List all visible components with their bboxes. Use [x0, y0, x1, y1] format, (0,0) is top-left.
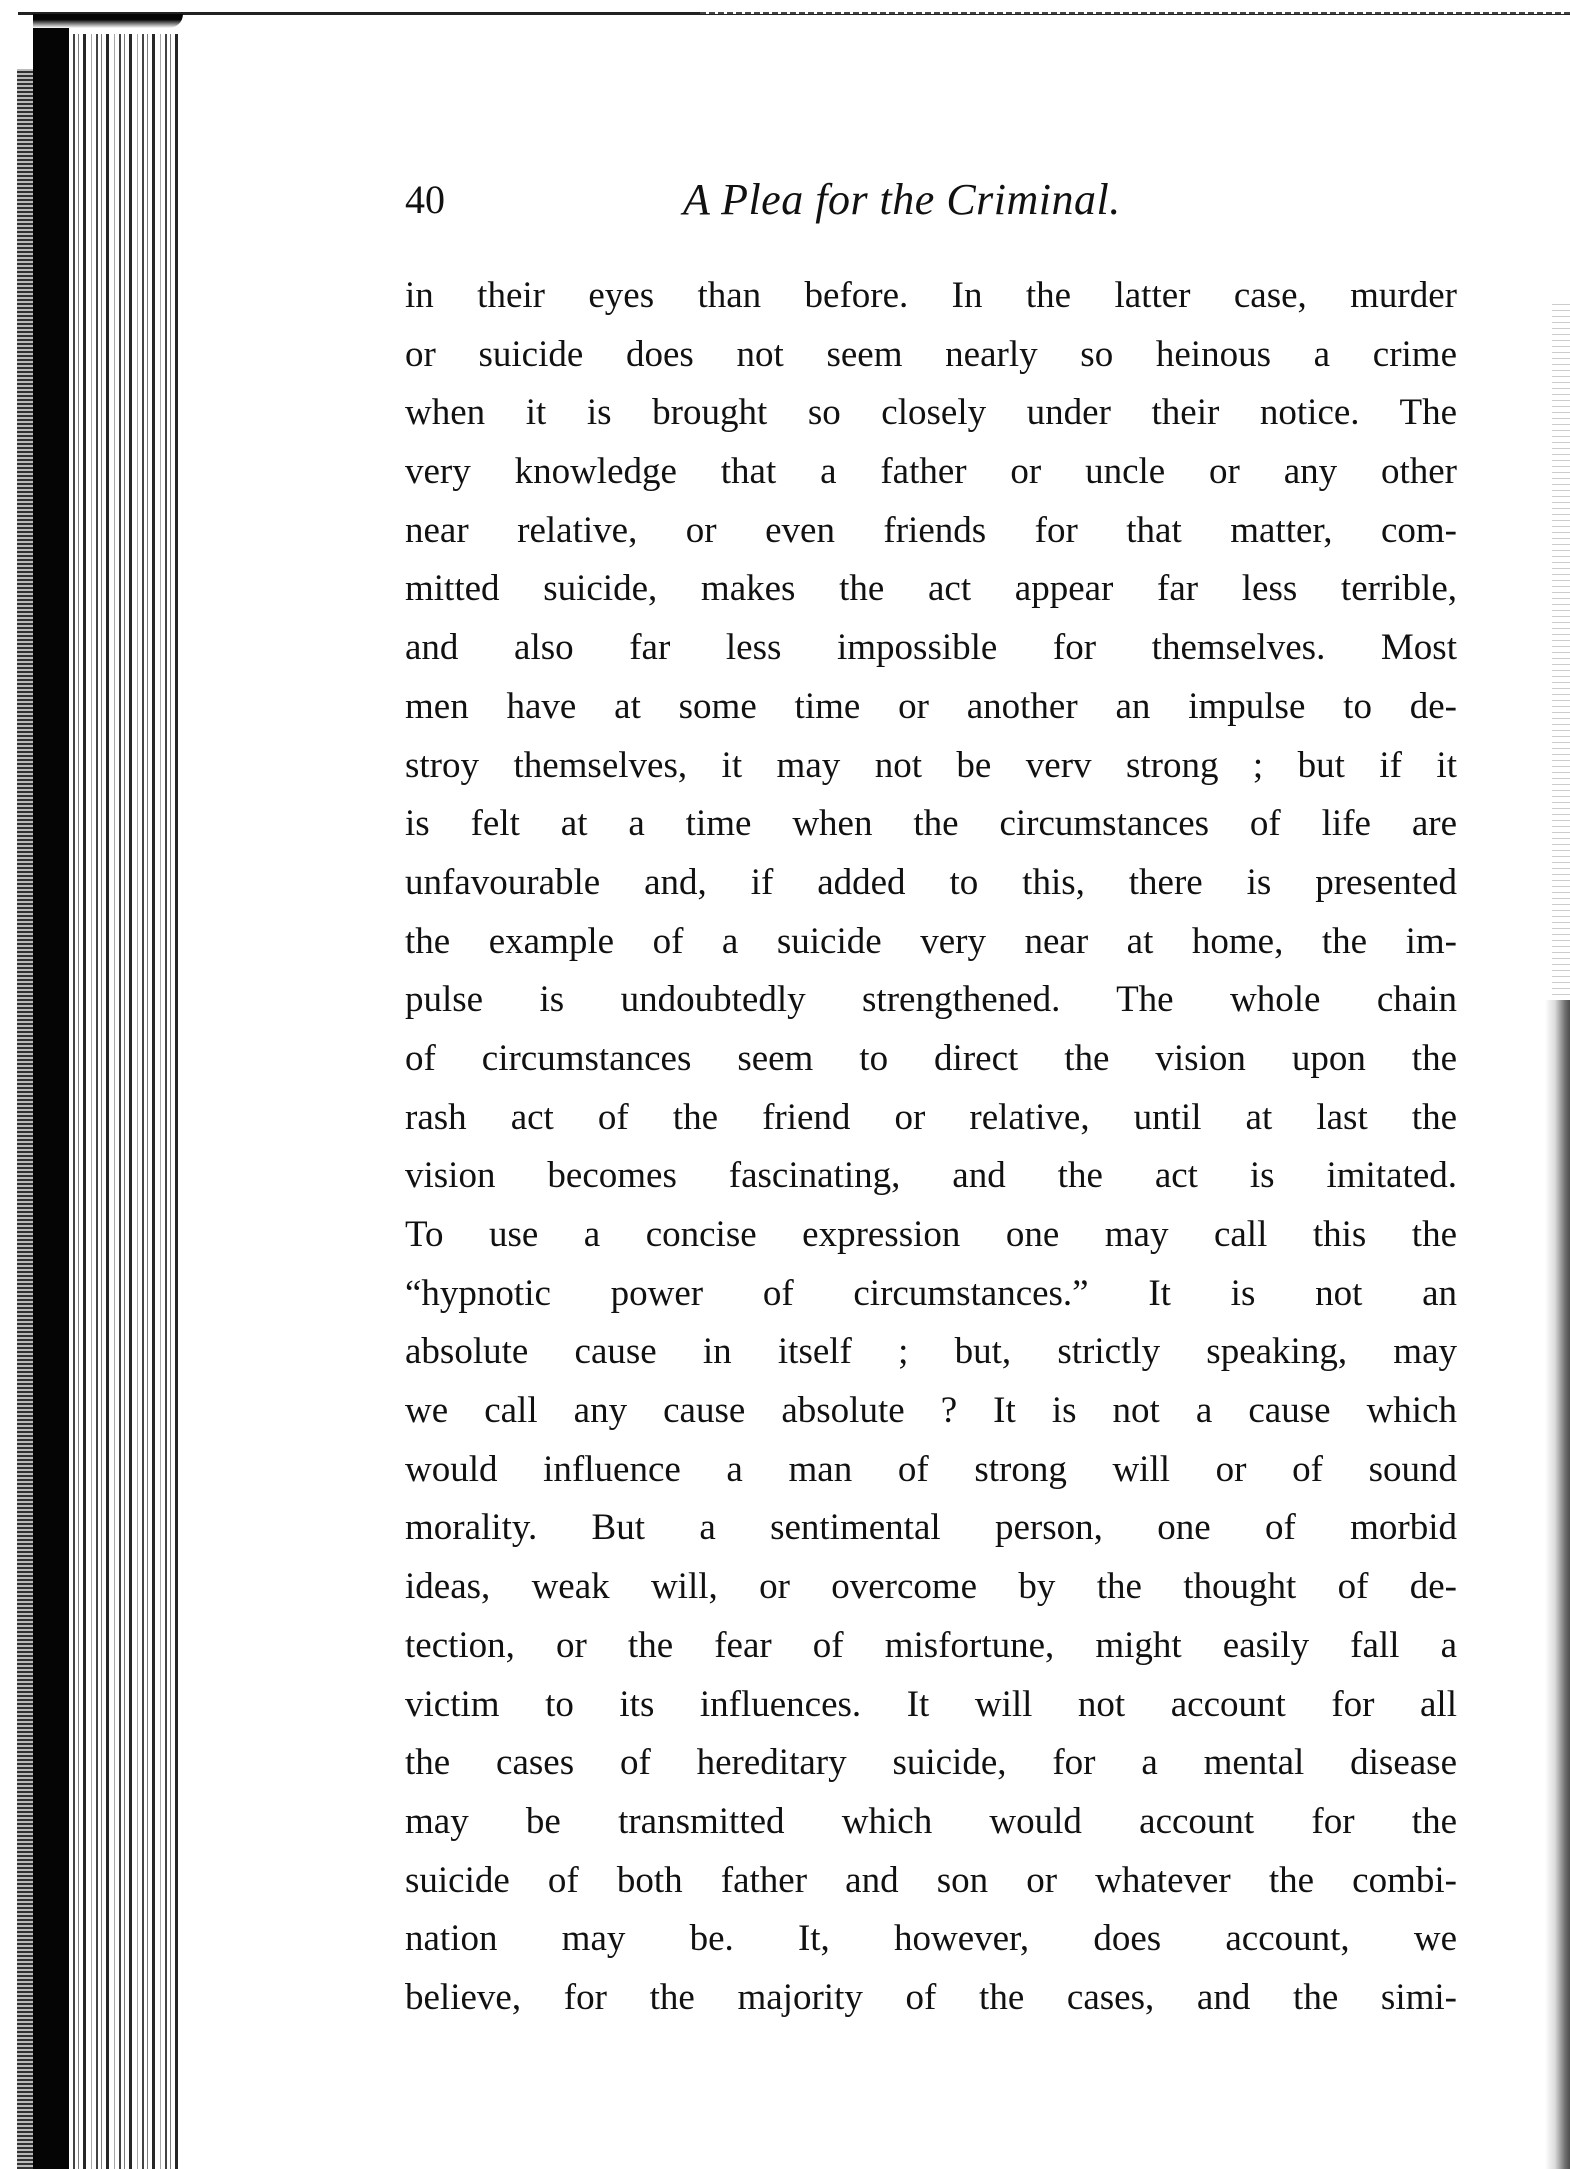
book-spine — [33, 14, 69, 2169]
text-line: of circumstances seem to direct the vision upon the — [405, 1037, 1457, 1079]
right-page-edge-shadow — [1545, 1000, 1570, 2169]
text-line: tection, or the fear of misfortune, might easily fall a — [405, 1624, 1457, 1666]
text-line: or suicide does not seem nearly so heinous a crime — [405, 333, 1457, 375]
page-number: 40 — [405, 177, 445, 222]
text-line: in their eyes than before. In the latter case, murder — [405, 275, 1457, 316]
text-line: is felt at a time when the circumstances of life are — [405, 803, 1457, 845]
text-line: men have at some time or another an impulse to de- — [405, 685, 1457, 727]
text-line: very knowledge that a father or uncle or any other — [405, 451, 1457, 493]
text-line: believe, for the majority of the cases, and the simi- — [405, 1976, 1457, 2018]
page-edges — [69, 34, 179, 2169]
text-line: near relative, or even friends for that matter, com- — [405, 509, 1457, 551]
text-line: To use a concise expression one may call this the — [405, 1214, 1457, 1255]
text-line: ideas, weak will, or overcome by the thought of de- — [405, 1566, 1457, 1608]
text-line: rash act of the friend or relative, until at last the — [405, 1096, 1457, 1138]
text-line: nation may be. It, however, does account, we — [405, 1918, 1457, 1960]
text-line: absolute cause in itself ; but, strictly speaking, may — [405, 1331, 1457, 1373]
text-line: we call any cause absolute ? It is not a cause which — [405, 1390, 1457, 1432]
text-line: mitted suicide, makes the act appear far less terrible, — [405, 568, 1457, 610]
text-line: “hypnotic power of circumstances.” It is not an — [405, 1272, 1457, 1314]
text-line: vision becomes fascinating, and the act is imitated. — [405, 1155, 1457, 1197]
text-line: unfavourable and, if added to this, there is presented — [405, 861, 1457, 903]
spine-corner — [33, 14, 183, 28]
text-line: and also far less impossible for themselves. Most — [405, 627, 1457, 669]
text-line: when it is brought so closely under their notice. The — [405, 392, 1457, 434]
text-line: the cases of hereditary suicide, for a mental disease — [405, 1742, 1457, 1784]
text-line: pulse is undoubtedly strengthened. The whole chain — [405, 979, 1457, 1021]
text-line: the example of a suicide very near at home, the im- — [405, 920, 1457, 962]
text-line: suicide of both father and son or whatever the combi- — [405, 1859, 1457, 1901]
scan-top-edge-fade — [700, 12, 1570, 14]
text-line: stroy themselves, it may not be verv strong ; but if it — [405, 744, 1457, 786]
text-line: would influence a man of strong will or of sound — [405, 1448, 1457, 1490]
text-line: morality. But a sentimental person, one of morbid — [405, 1507, 1457, 1549]
binding-shadow — [17, 69, 33, 2169]
body-text — [405, 267, 1457, 2028]
text-line: may be transmitted which would account for the — [405, 1800, 1457, 1842]
text-line: victim to its influences. It will not account for all — [405, 1683, 1457, 1725]
right-page-edge-marks — [1552, 300, 1570, 1000]
page-header — [405, 172, 1457, 232]
book-binding — [17, 14, 177, 2169]
running-title: A Plea for the Criminal. — [683, 175, 1121, 224]
